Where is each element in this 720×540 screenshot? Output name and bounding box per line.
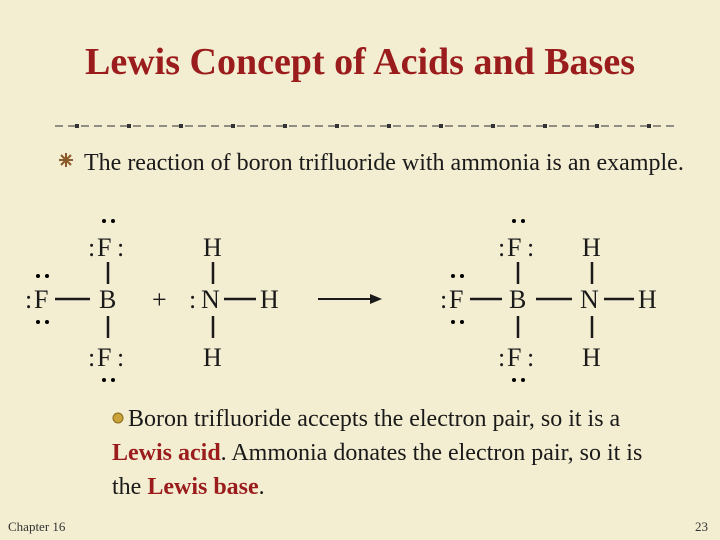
reaction-diagram — [0, 200, 720, 400]
sub-bullet-text-part3: . — [258, 474, 265, 500]
lone-pair-colon: : — [498, 233, 506, 262]
atom-H-bottom: H — [582, 343, 601, 372]
lone-pair-colon: : — [88, 343, 96, 372]
atom-H-right: H — [638, 285, 657, 314]
lone-pair-colon: : — [527, 233, 535, 262]
lone-pair-colon: : — [527, 343, 535, 372]
lone-pair-colon: : — [25, 285, 33, 314]
atom-B: B — [99, 285, 117, 314]
slide-title: Lewis Concept of Acids and Bases — [85, 41, 635, 83]
sub-bullet-text-part2: . Ammonia donates the electron pair, so it is the — [112, 440, 643, 500]
lone-pair-colon: : — [189, 285, 197, 314]
sub-bullet-text — [112, 402, 672, 504]
atom-H-top: H — [582, 233, 601, 262]
bullet-star-icon — [58, 152, 74, 168]
atom-F-left: F — [34, 285, 49, 314]
title-divider — [55, 120, 675, 132]
lone-pair-colon: : — [440, 285, 448, 314]
atom-N: N — [201, 285, 220, 314]
plus-sign: + — [152, 285, 167, 314]
lone-pair-colon: : — [117, 343, 125, 372]
atom-F-bottom: F — [97, 343, 112, 372]
atom-F-left: F — [449, 285, 464, 314]
lewis-base-term: Lewis base — [147, 474, 259, 500]
atom-H-top: H — [203, 233, 222, 262]
atom-N: N — [580, 285, 599, 314]
sub-bullet-text-part1: Boron trifluoride accepts the electron pair, so it is a — [128, 406, 621, 432]
lone-pair-colon: : — [117, 233, 125, 262]
atom-B: B — [509, 285, 527, 314]
atom-F-bottom: F — [507, 343, 522, 372]
footer-chapter: Chapter 16 — [8, 519, 66, 534]
atom-H-right: H — [260, 285, 279, 314]
lewis-acid-term: Lewis acid — [112, 440, 221, 466]
atom-F-top: F — [507, 233, 522, 262]
atom-F-top: F — [97, 233, 112, 262]
reaction-arrow — [318, 294, 382, 304]
lone-pair-colon: : — [88, 233, 96, 262]
lone-pair-colon: : — [498, 343, 506, 372]
atom-H-bottom: H — [203, 343, 222, 372]
bullet-main-text: The reaction of boron trifluoride with ammonia is an example. — [84, 150, 684, 176]
footer-page-number: 23 — [695, 519, 708, 534]
